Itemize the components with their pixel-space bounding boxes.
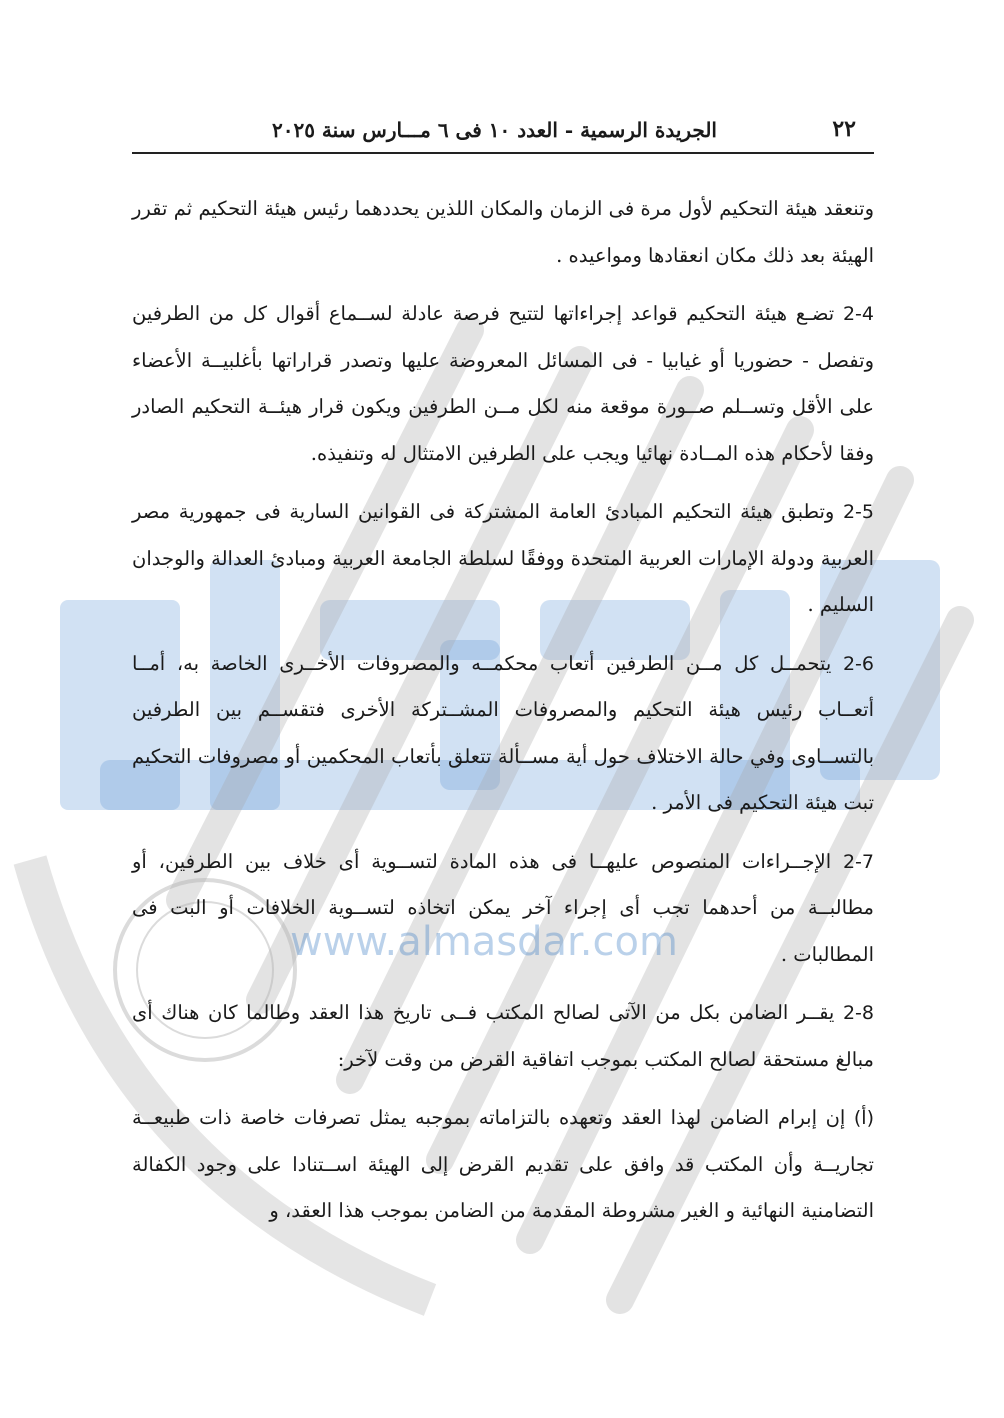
paragraph-text: الإجــراءات المنصوص عليهــا فى هذه المادة لتســوية أى خلاف بين الطرفين، أو مطالبــة من أحدهما تجب أى إجراء آخر يمكن اتخاذه لتســوية الخلافات أو البت فى المطالبات . — [132, 849, 874, 966]
paragraph-number: 2-4 — [842, 303, 874, 325]
page-number: ٢٢ — [832, 116, 856, 142]
paragraph-text: وتنعقد هيئة التحكيم لأول مرة فى الزمان والمكان اللذين يحددهما رئيس هيئة التحكيم ثم تقرر الهيئة بعد ذلك مكان انعقادها ومواعيده . — [132, 197, 874, 267]
watermark-url: www.almasdar.com — [290, 919, 678, 965]
paragraph-number: 2-8 — [842, 1002, 875, 1024]
paragraph — [132, 291, 874, 477]
paragraph — [132, 186, 874, 279]
paragraph-text: تضـع هيئة التحكيم قواعد إجراءاتها لتتيح فرصة عادلة لســماع أقوال كل من الطرفين وتفصل - حضوريا أو غيابيا - فى المسائل المعروضة عليها وتصدر قراراتها بأغلبيــة الأعضاء على الأقل وتســلم صــورة موقعة منه لكل مــن الطرفين ويكون قرار هيئــة التحكيم الصادر وفقا لأحكام هذه المــادة نهائيا ويجب على الطرفين الامتثال له وتنفيذه. — [132, 302, 874, 465]
paragraph — [132, 489, 874, 629]
paragraph-number: 2-5 — [842, 501, 874, 523]
paragraph-text: إن إبرام الضامن لهذا العقد وتعهده بالتزاماته بموجبه يمثل تصرفات خاصة ذات طبيعــة تجاريــة وأن المكتب قد وافق على تقديم القرض إلى الهيئة اســتنادا على وجود الكفالة التضامنية النهائية و الغير مشروطة المقدمة من الضامن بموجب هذا العقد، و — [132, 1106, 874, 1222]
page-header — [132, 112, 874, 154]
paragraph — [132, 990, 874, 1083]
paragraph-text: وتطبق هيئة التحكيم المبادئ العامة المشتركة فى القوانين السارية فى جمهورية مصر العربية ودولة الإمارات العربية المتحدة ووفقًا لسلطة الجامعة العربية ومبادئ العدالة والوجدان السليم . — [132, 500, 874, 616]
paragraph-number: 2-6 — [842, 652, 874, 675]
document-body — [132, 186, 874, 1247]
paragraph-number: (أ) — [853, 1107, 874, 1129]
paragraph-text: يقــر الضامن بكل من الآتى لصالح المكتب فــى تاريخ هذا العقد وطالما كان هناك أى مبالغ مستحقة لصالح المكتب بموجب اتفاقية القرض من وقت لآخر: — [132, 1001, 874, 1071]
paragraph — [132, 641, 874, 827]
paragraph-number: 2-7 — [842, 850, 875, 873]
paragraph — [132, 1095, 874, 1235]
header-title: الجريدة الرسمية - العدد ١٠ فى ٦ مـــارس سنة ٢٠٢٥ — [272, 118, 717, 142]
paragraph-text: يتحمــل كل مــن الطرفين أتعاب محكمــه والمصروفات الأخــرى الخاصة به، أمــا أتعــاب رئيس هيئة التحكيم والمصروفات المشــتركة الأخرى فتقســم بين الطرفين بالتســاوى وفي حالة الاختلاف حول أية مســألة تتعلق بأتعاب المحكمين أو مصروفات التحكيم تبت هيئة التحكيم فى الأمر . — [132, 651, 874, 814]
paragraph — [132, 839, 874, 979]
